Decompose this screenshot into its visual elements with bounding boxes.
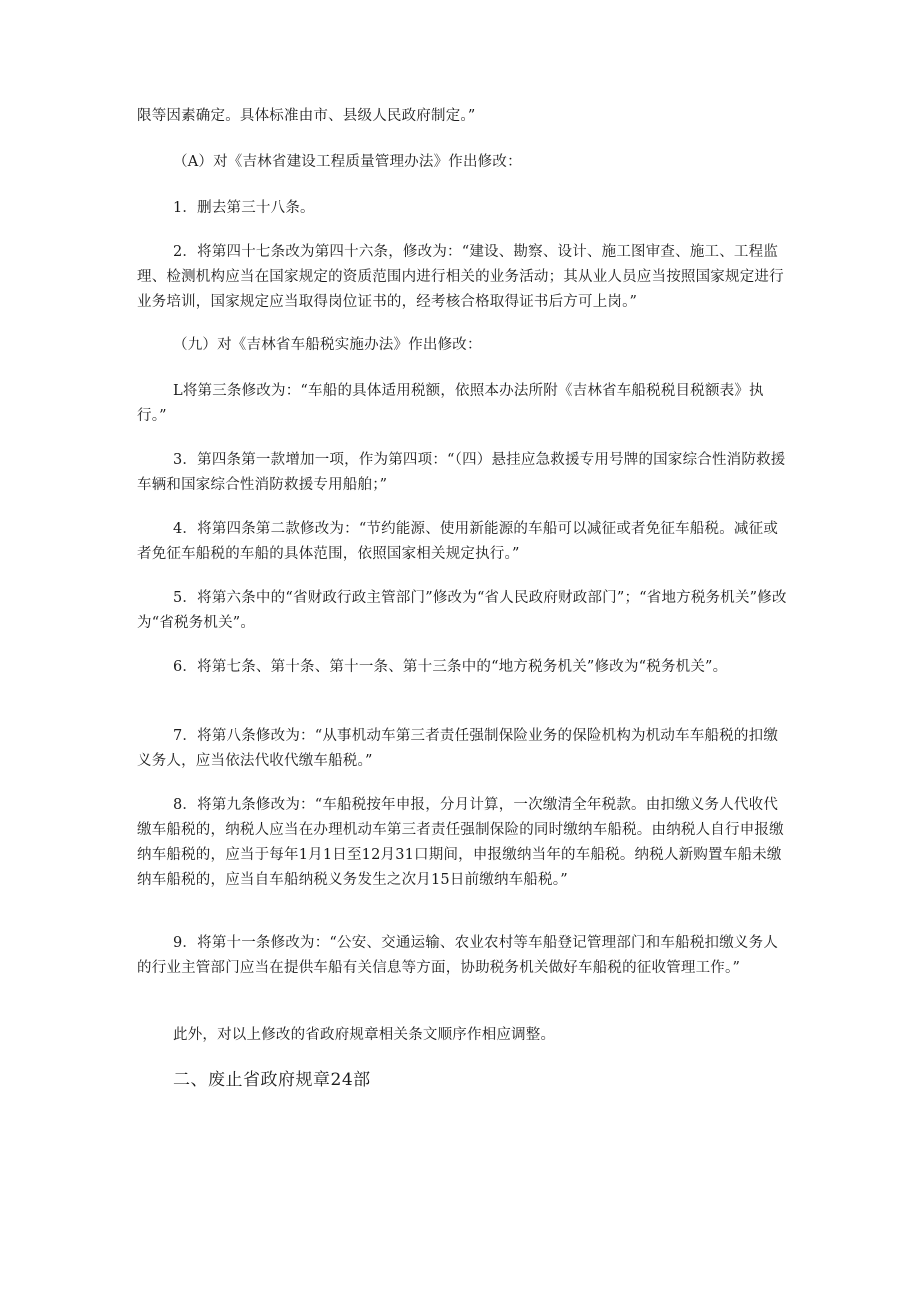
paragraph-item-7: 7．将第八条修改为：“从事机动车第三者责任强制保险业务的保险机构为机动车车船税的扣缴义务人，应当依法代收代缴车船税。” [137,728,779,769]
paragraph-section-a-heading: （A）对《吉林省建设工程质量管理办法》作出修改： [173,154,522,170]
paragraph-item-l: L将第三条修改为：“车船的具体适用税额，依照本办法所附《吉林省车船税税目税额表》执行。” [137,383,764,424]
paragraph-item-5: 5．将第六条中的“省财政行政主管部门”修改为“省人民政府财政部门”；“省地方税务机关”修改为“省税务机关”。 [137,590,787,631]
paragraph-continuation: 限等因素确定。具体标准由市、县级人民政府制定。” [137,108,476,124]
paragraph-item-3: 3．第四条第一款增加一项，作为第四项：“（四）悬挂应急救援专用号牌的国家综合性消防救援车辆和国家综合性消防救援专用船舶；” [137,452,786,493]
paragraph-closing-note: 此外，对以上修改的省政府规章相关条文顺序作相应调整。 [173,1027,556,1043]
paragraph-item-9: 9．将第十一条修改为：“公安、交通运输、农业农村等车船登记管理部门和车船税扣缴义务人的行业主管部门应当在提供车船有关信息等方面，协助税务机关做好车船税的征收管理工作。” [137,935,779,976]
section-heading-two: 二、废止省政府规章24部 [173,1070,371,1090]
paragraph-item-4: 4．将第四条第二款修改为：“节约能源、使用新能源的车船可以减征或者免征车船税。减征或者免征车船税的车船的具体范围，依照国家相关规定执行。” [137,521,779,562]
paragraph-item-8: 8．将第九条修改为：“车船税按年申报，分月计算，一次缴清全年税款。由扣缴义务人代收代缴车船税的，纳税人应当在办理机动车第三者责任强制保险的同时缴纳车船税。由纳税人自行申报缴纳车船税的，应当于每年1月1日至12月31口期间，申报缴纳当年的车船税。纳税人新购置车船未缴纳车船税的，应当自车船纳税义务发生之次月15日前缴纳车船税。” [137,797,784,888]
paragraph-item-6: 6．将第七条、第十条、第十一条、第十三条中的“地方税务机关”修改为“税务机关”。 [173,659,728,675]
paragraph-section-9-heading: （九）对《吉林省车船税实施办法》作出修改： [173,337,482,353]
paragraph-item-1: 1．删去第三十八条。 [173,200,315,216]
paragraph-item-2: 2．将第四十七条改为第四十六条，修改为：“建设、勘察、设计、施工图审查、施工、工程监理、检测机构应当在国家规定的资质范围内进行相关的业务活动；其从业人员应当按照国家规定进行业务培训，国家规定应当取得岗位证书的，经考核合格取得证书后方可上岗。” [137,244,784,310]
